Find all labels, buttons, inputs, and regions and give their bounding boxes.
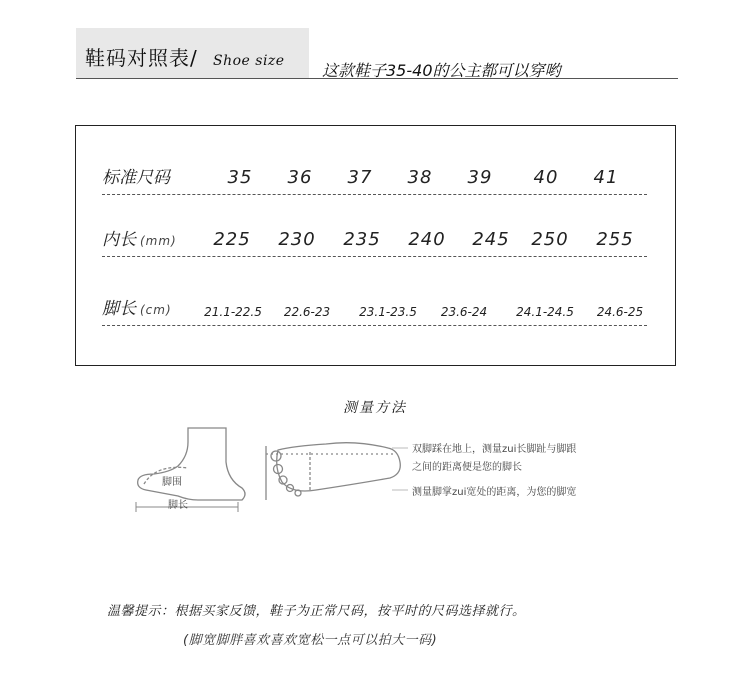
table-cell: 36 [287,167,313,188]
side-foot-icon [138,428,245,500]
title-box [76,28,309,78]
table-cell: 35 [227,167,253,188]
table-cell: 22.6-23 [283,305,331,319]
row-label [102,225,177,250]
foot-diagram [126,392,624,530]
dashed-divider [102,325,647,326]
table-cell: 230 [278,229,316,250]
table-row-foot-length [102,286,647,326]
title-chinese: 鞋码对照表/ [85,46,198,70]
table-cell: 225 [213,229,251,250]
size-table [75,125,676,366]
table-cell: 23.1-23.5 [359,305,417,319]
table-cell: 255 [596,229,634,250]
table-cell: 40 [533,167,559,188]
row-label-text: 脚长 [102,299,136,319]
girth-label: 脚围 [162,477,182,488]
header-divider [76,78,678,79]
table-cell: 41 [593,167,619,188]
top-foot-icon [266,443,400,500]
measure-title: 测量方法 [343,400,407,416]
table-row-standard-size [102,155,647,195]
desc-line-2: 之间的距离便是您的脚长 [412,462,522,473]
desc-line-1: 双脚踩在地上，测量zui长脚趾与脚跟 [412,444,577,455]
table-cell: 37 [347,167,373,188]
size-tip: 温馨提示：根据买家反馈，鞋子为正常尺码，按平时的尺码选择就行。 [107,604,526,619]
row-label [102,163,170,188]
length-label: 脚长 [168,500,188,511]
table-cell: 235 [343,229,381,250]
row-label-text: 内长 [102,230,136,250]
row-label-text: 标准尺码 [102,168,170,188]
desc-line-3: 测量脚掌zui宽处的距离，为您的脚宽 [412,487,577,498]
table-cell: 21.1-22.5 [204,305,262,319]
dashed-divider [102,194,647,195]
table-cell: 240 [408,229,446,250]
table-cell: 23.6-24 [440,305,488,319]
table-cell: 250 [531,229,569,250]
title-english: Shoe size [213,53,285,69]
table-cell: 39 [467,167,493,188]
measure-illustration [126,392,624,530]
row-label [102,294,172,319]
row-unit: (cm) [140,303,172,317]
table-cell: 24.6-25 [596,305,644,319]
table-cell: 24.1-24.5 [516,305,574,319]
table-cell: 245 [472,229,510,250]
row-unit: (mm) [140,234,177,248]
dashed-divider [102,256,647,257]
table-row-inner-length [102,217,647,257]
tagline: 这款鞋子35-40的公主都可以穿哟 [322,61,561,80]
size-subtip: (脚宽脚胖喜欢喜欢宽松一点可以拍大一码) [183,633,438,648]
table-cell: 38 [407,167,433,188]
